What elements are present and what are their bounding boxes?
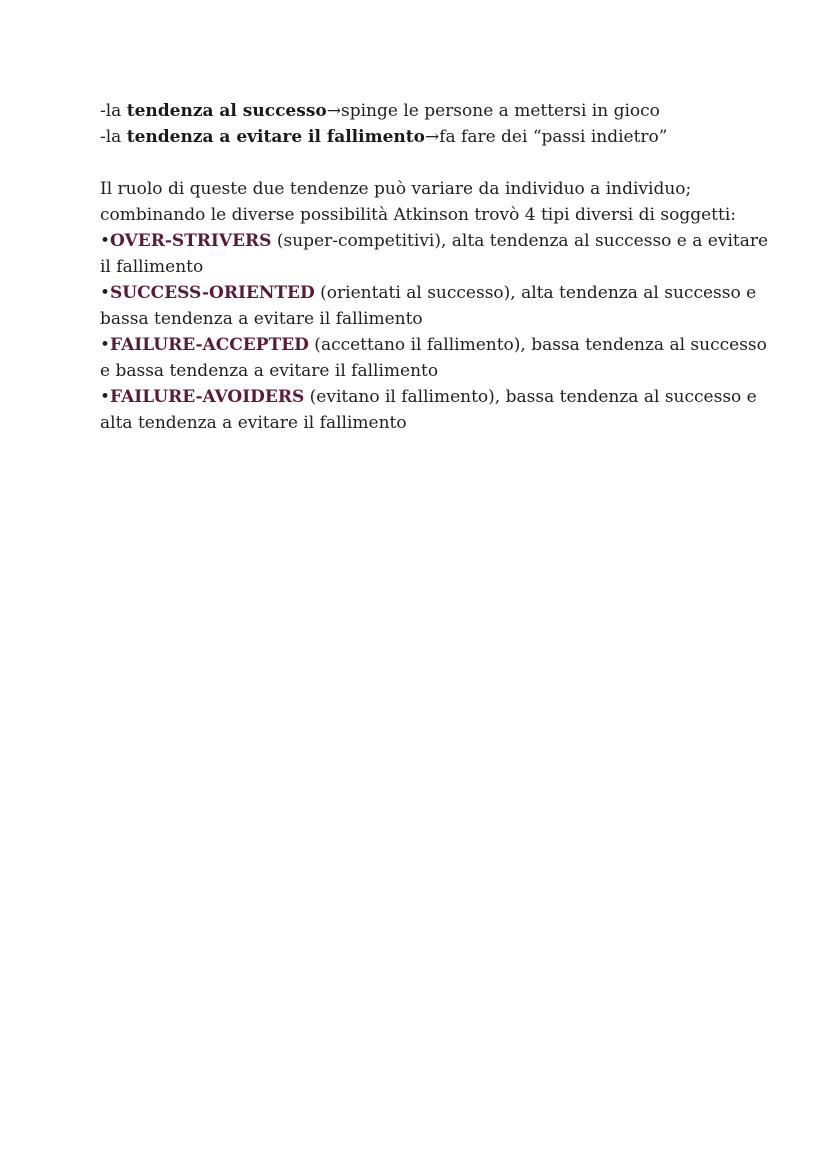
document-body xyxy=(100,98,769,436)
intro-line-2: combinando le diverse possibilità Atkinson trovò 4 tipi diversi di soggetti: xyxy=(100,205,736,225)
tendency-term: tendenza al successo xyxy=(126,101,327,121)
type-description-continued: bassa tendenza a evitare il fallimento xyxy=(100,309,423,329)
list-item-line xyxy=(100,280,757,306)
tendency-effect: spinge le persone a mettersi in gioco xyxy=(340,101,660,121)
intro-paragraph xyxy=(100,176,740,228)
type-description: (orientati al successo), alta tendenza al successo e xyxy=(314,283,757,303)
type-name: OVER-STRIVERS xyxy=(110,231,272,251)
type-name: SUCCESS-ORIENTED xyxy=(110,283,315,303)
list-item-line xyxy=(100,332,767,358)
type-description-continued: alta tendenza a evitare il fallimento xyxy=(100,413,407,433)
bullet-glyph: • xyxy=(100,387,111,407)
list-item-failure-accepted xyxy=(100,332,767,384)
paragraph-spacer xyxy=(100,150,740,176)
type-description: (accettano il fallimento), bassa tendenza al successo xyxy=(308,335,767,355)
tendency-avoid-failure-line xyxy=(100,124,740,150)
tendency-effect: fa fare dei “passi indietro” xyxy=(439,127,668,147)
type-name: FAILURE-AVOIDERS xyxy=(110,387,305,407)
tendency-success-line xyxy=(100,98,740,124)
line-prefix: -la xyxy=(100,101,127,121)
line-prefix: -la xyxy=(100,127,127,147)
type-description: (evitano il fallimento), bassa tendenza al successo e xyxy=(304,387,757,407)
intro-line-1: Il ruolo di queste due tendenze può variare da individuo a individuo; xyxy=(100,179,692,199)
arrow-glyph: → xyxy=(326,101,341,121)
arrow-glyph: → xyxy=(424,127,440,147)
bullet-glyph: • xyxy=(100,335,111,355)
tendency-term: tendenza a evitare il fallimento xyxy=(126,127,425,147)
type-description-continued: il fallimento xyxy=(100,257,204,277)
list-item-success-oriented xyxy=(100,280,757,332)
list-item-line xyxy=(100,384,757,410)
subject-types-list xyxy=(100,228,769,436)
type-description: (super-competitivi), alta tendenza al successo e a evitare xyxy=(271,231,769,251)
list-item-line xyxy=(100,228,769,254)
list-item-over-strivers xyxy=(100,228,769,280)
tendencies-list xyxy=(100,98,740,150)
type-name: FAILURE-ACCEPTED xyxy=(110,335,309,355)
bullet-glyph: • xyxy=(100,231,111,251)
bullet-glyph: • xyxy=(100,283,111,303)
type-description-continued: e bassa tendenza a evitare il fallimento xyxy=(100,361,439,381)
list-item-failure-avoiders xyxy=(100,384,757,436)
